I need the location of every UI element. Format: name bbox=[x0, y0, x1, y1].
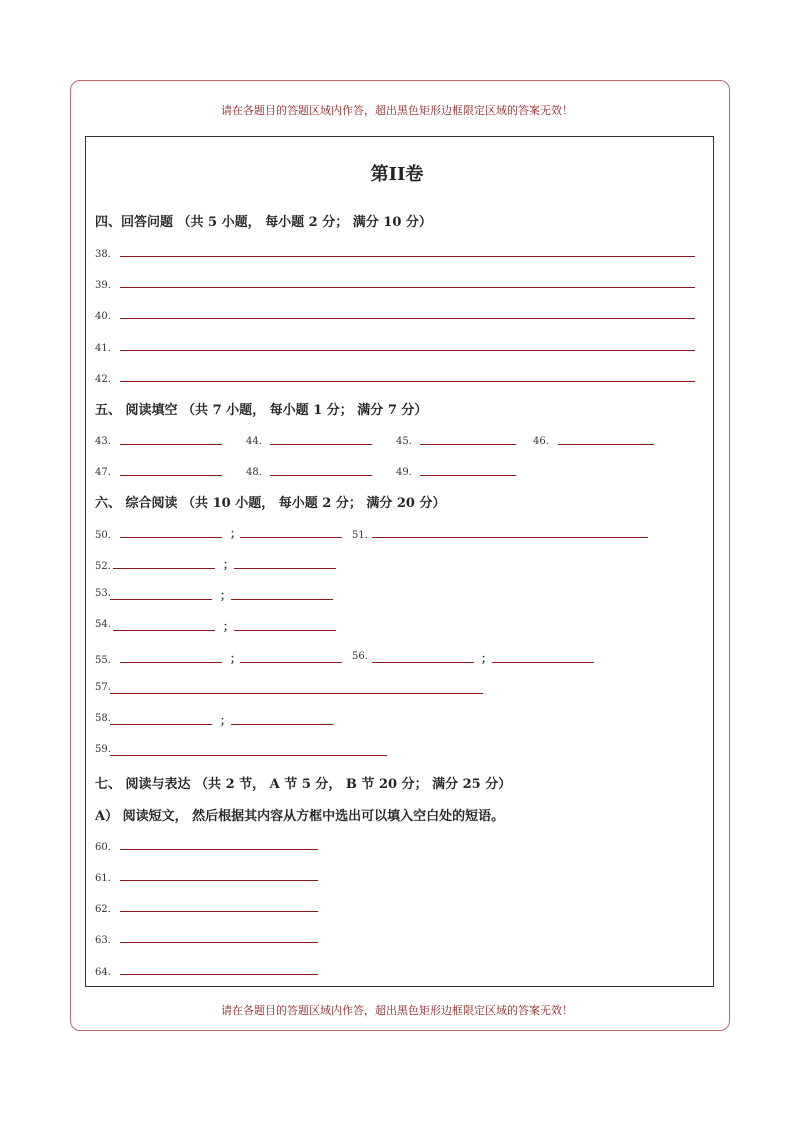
answer-line-45[interactable] bbox=[420, 444, 516, 445]
page-title: 第II卷 bbox=[370, 164, 424, 185]
answer-line-54a[interactable] bbox=[113, 630, 215, 631]
question-number: 59. bbox=[95, 744, 111, 755]
separator: ； bbox=[230, 527, 241, 540]
question-number: 39． bbox=[95, 280, 118, 291]
question-number: 41． bbox=[95, 343, 118, 354]
question-number: 62． bbox=[95, 904, 118, 915]
answer-line-43[interactable] bbox=[120, 444, 222, 445]
answer-line-42[interactable] bbox=[120, 381, 695, 382]
answer-line-55a[interactable] bbox=[120, 662, 222, 663]
answer-line-55b[interactable] bbox=[240, 662, 342, 663]
question-number: 44． bbox=[246, 436, 269, 447]
answer-line-50a[interactable] bbox=[120, 537, 222, 538]
separator: ； bbox=[230, 652, 241, 665]
section-7-heading: 七、 阅读与表达 （共 2 节， A 节 5 分， B 节 20 分； 满分 25 分） bbox=[95, 777, 512, 792]
warning-text-top: 请在各题目的答题区域内作答，超出黑色矩形边框限定区域的答案无效！ bbox=[221, 104, 573, 117]
answer-line-49[interactable] bbox=[420, 475, 516, 476]
separator: ； bbox=[220, 589, 231, 602]
answer-line-56b[interactable] bbox=[492, 662, 594, 663]
question-number: 61． bbox=[95, 873, 118, 884]
answer-line-62[interactable] bbox=[120, 911, 318, 912]
answer-line-58b[interactable] bbox=[231, 724, 333, 725]
question-number: 63． bbox=[95, 935, 118, 946]
answer-line-41[interactable] bbox=[120, 350, 695, 351]
answer-line-63[interactable] bbox=[120, 942, 318, 943]
answer-line-40[interactable] bbox=[120, 318, 695, 319]
question-number: 43． bbox=[95, 436, 118, 447]
answer-line-44[interactable] bbox=[270, 444, 372, 445]
answer-line-50b[interactable] bbox=[240, 537, 342, 538]
question-number: 51． bbox=[352, 530, 375, 541]
question-number: 64． bbox=[95, 967, 118, 978]
question-number: 49． bbox=[396, 467, 419, 478]
question-number: 53. bbox=[95, 588, 111, 599]
answer-line-51[interactable] bbox=[372, 537, 648, 538]
section-5-heading: 五、 阅读填空 （共 7 小题， 每小题 1 分； 满分 7 分） bbox=[95, 403, 428, 418]
section-4-heading: 四、回答问题 （共 5 小题， 每小题 2 分； 满分 10 分） bbox=[95, 215, 432, 230]
separator: ； bbox=[481, 652, 492, 665]
answer-line-57[interactable] bbox=[110, 693, 483, 694]
answer-line-59[interactable] bbox=[110, 755, 387, 756]
separator: ； bbox=[223, 558, 234, 571]
question-number: 55． bbox=[95, 655, 118, 666]
question-number: 52． bbox=[95, 561, 118, 572]
warning-text-bottom: 请在各题目的答题区域内作答，超出黑色矩形边框限定区域的答案无效！ bbox=[221, 1004, 573, 1017]
answer-line-48[interactable] bbox=[270, 475, 372, 476]
answer-line-64[interactable] bbox=[120, 974, 318, 975]
separator: ； bbox=[220, 714, 231, 727]
question-number: 60． bbox=[95, 842, 118, 853]
question-number: 54. bbox=[95, 619, 111, 630]
answer-line-52b[interactable] bbox=[234, 568, 336, 569]
answer-line-52a[interactable] bbox=[113, 568, 215, 569]
question-number: 58. bbox=[95, 713, 111, 724]
answer-line-54b[interactable] bbox=[234, 630, 336, 631]
question-number: 47． bbox=[95, 467, 118, 478]
question-number: 45． bbox=[396, 436, 419, 447]
question-number: 48． bbox=[246, 467, 269, 478]
answer-line-46[interactable] bbox=[558, 444, 654, 445]
answer-line-47[interactable] bbox=[120, 475, 222, 476]
answer-region-box bbox=[85, 136, 714, 987]
section-7a-instruction: A） 阅读短文， 然后根据其内容从方框中选出可以填入空白处的短语。 bbox=[95, 809, 505, 824]
answer-line-56a[interactable] bbox=[372, 662, 474, 663]
section-6-heading: 六、 综合阅读 （共 10 小题， 每小题 2 分； 满分 20 分） bbox=[95, 496, 446, 511]
answer-line-39[interactable] bbox=[120, 287, 695, 288]
answer-line-60[interactable] bbox=[120, 849, 318, 850]
answer-line-53b[interactable] bbox=[231, 599, 333, 600]
question-number: 56. bbox=[352, 651, 368, 662]
question-number: 42． bbox=[95, 374, 118, 385]
answer-line-61[interactable] bbox=[120, 880, 318, 881]
answer-line-38[interactable] bbox=[120, 256, 695, 257]
question-number: 50． bbox=[95, 530, 118, 541]
question-number: 46． bbox=[533, 436, 556, 447]
separator: ； bbox=[223, 620, 234, 633]
question-number: 38． bbox=[95, 249, 118, 260]
question-number: 57. bbox=[95, 682, 111, 693]
answer-line-58a[interactable] bbox=[110, 724, 212, 725]
answer-line-53a[interactable] bbox=[110, 599, 212, 600]
question-number: 40． bbox=[95, 311, 118, 322]
